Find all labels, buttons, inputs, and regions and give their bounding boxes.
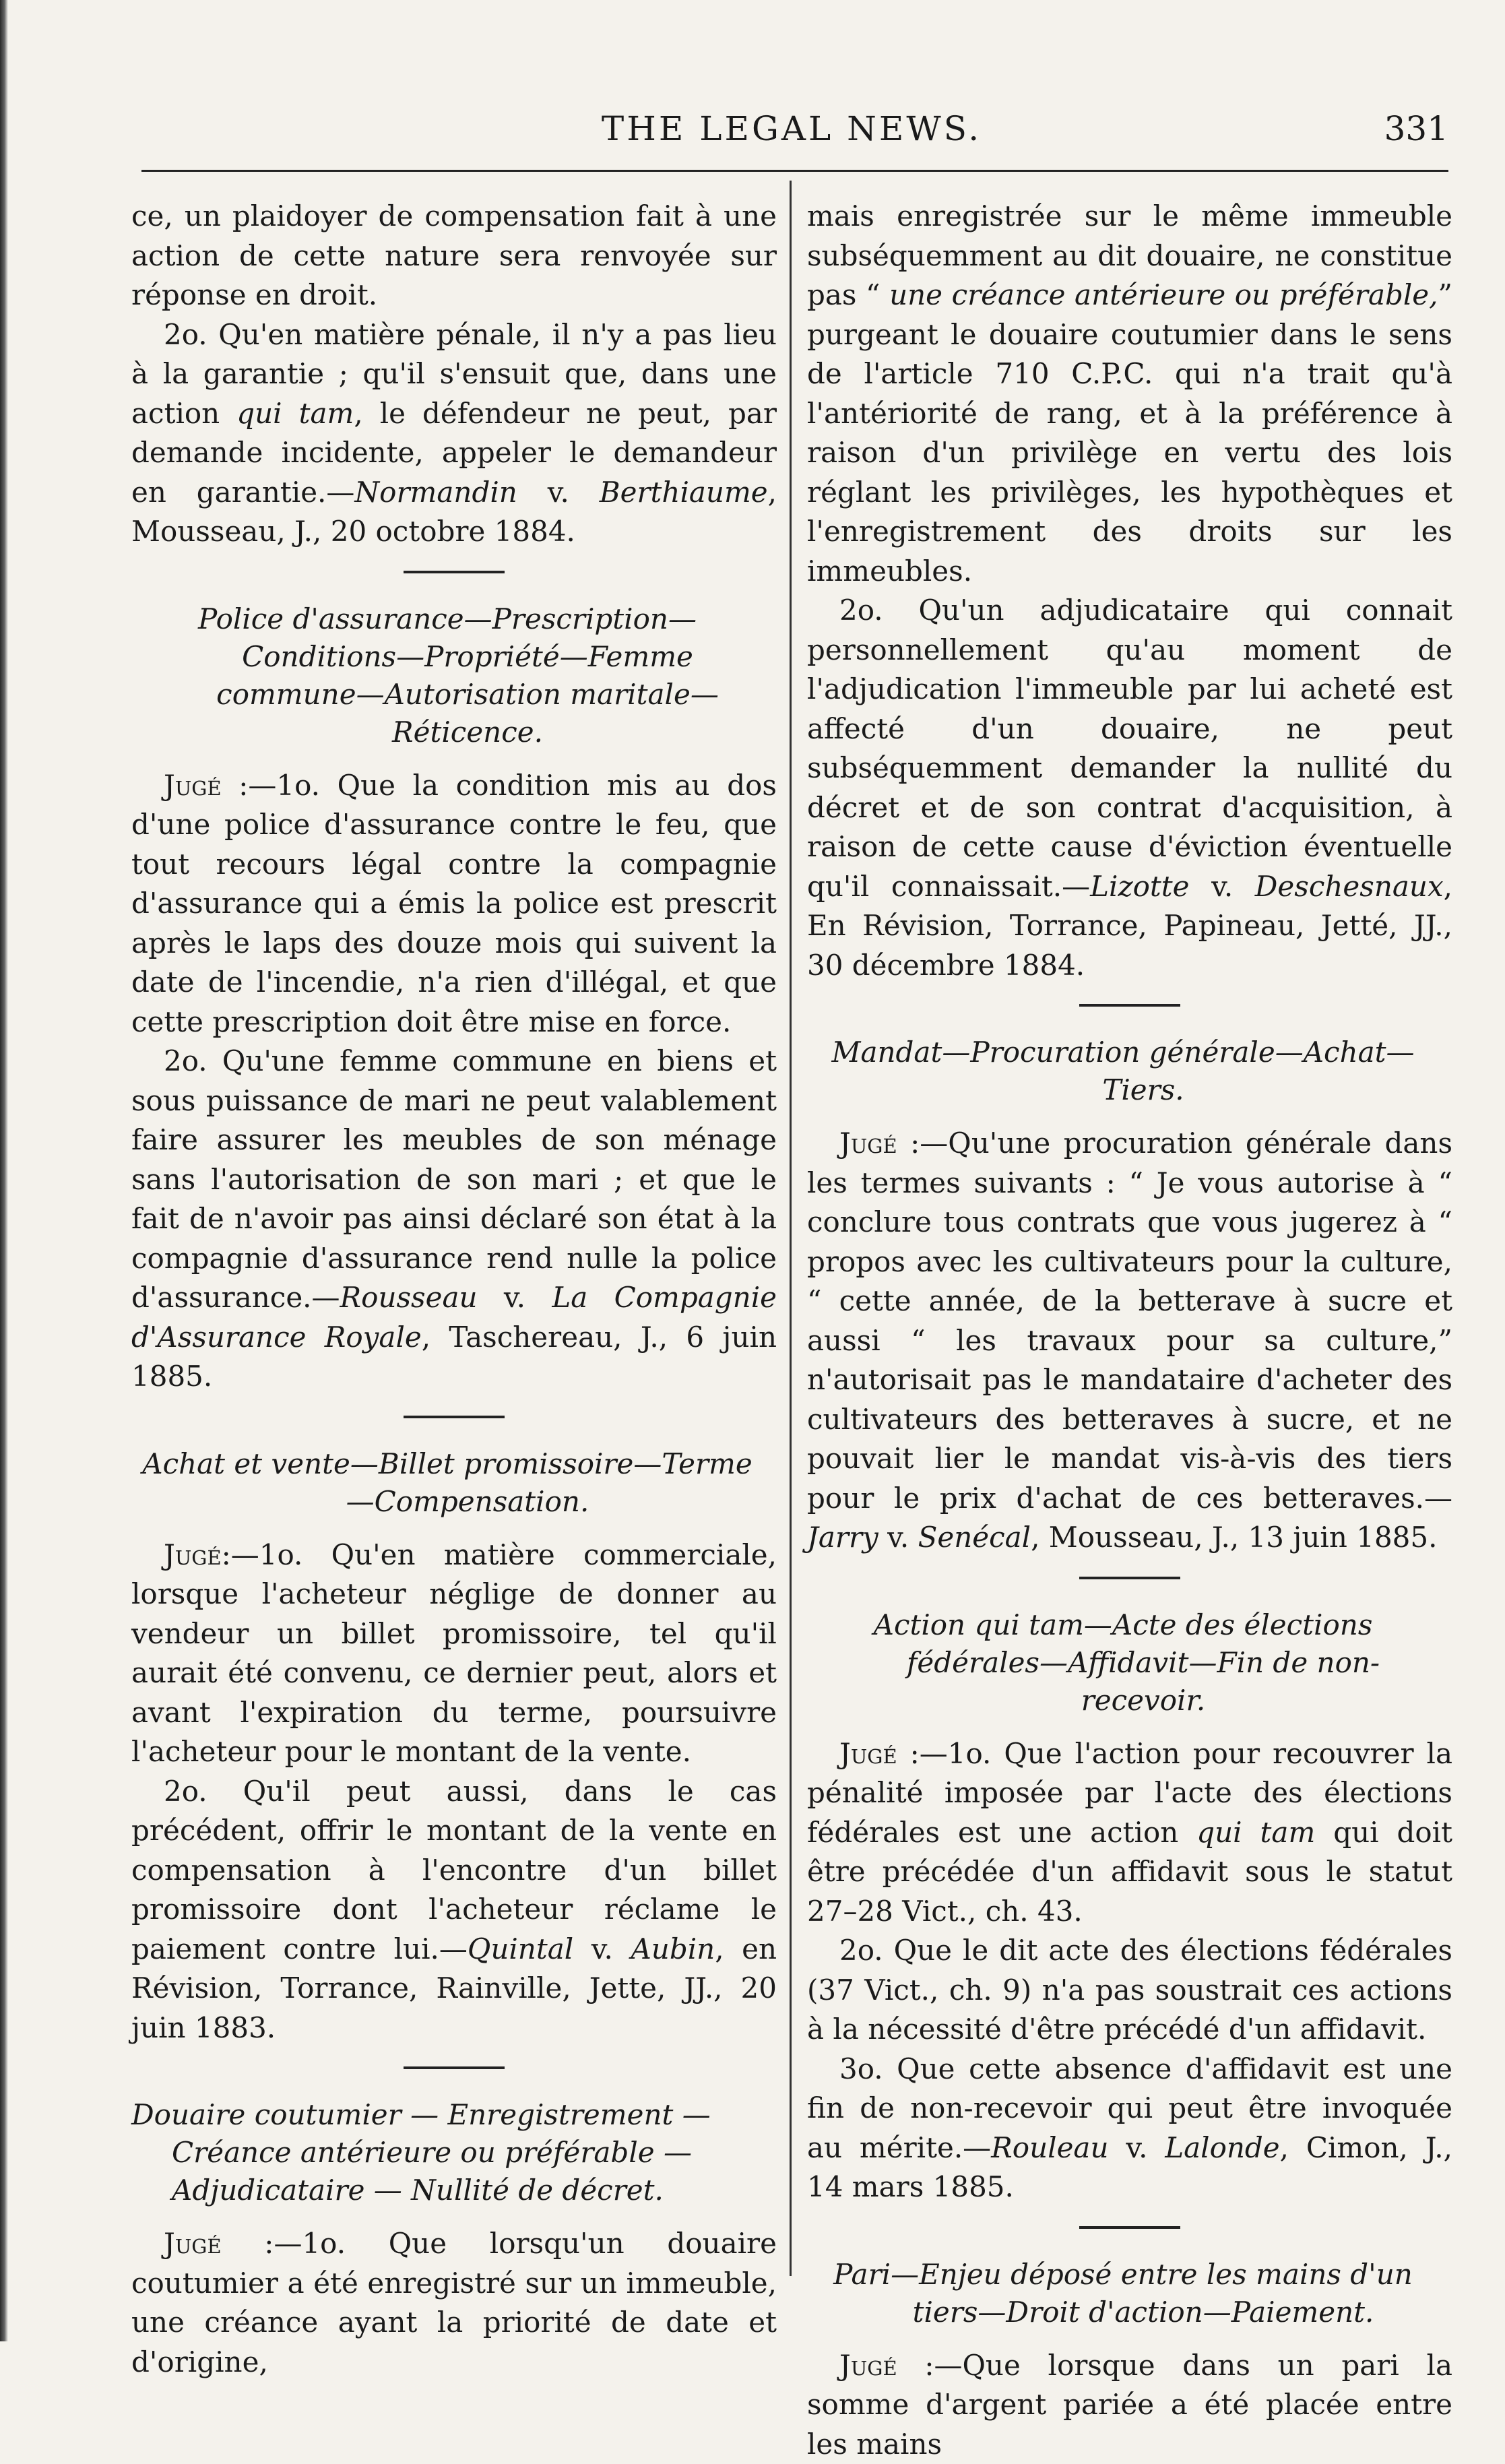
case-heading: Mandat—Procuration générale—Achat—Tiers.	[807, 1034, 1452, 1109]
section-separator	[404, 571, 505, 573]
section-separator	[1079, 2226, 1180, 2229]
section-separator	[404, 1416, 505, 1418]
running-header	[131, 109, 1452, 156]
paragraph: Jugé :—1o. Que lorsqu'un douaire coutumier a été enregistré sur un immeuble, une créance ayant la priorité de date et d'origine,	[131, 2224, 777, 2382]
paragraph: Jugé :—Qu'une procuration générale dans les termes suivants : “ Je vous autorise à “ conclure tous contrats que vous jugerez à “ propos avec les cultivateurs pour la culture, “ cette année, de la betterave à sucre et aussi “ les travaux pour sa culture,” n'autorisait pas le mandataire d'acheter des cultivateurs des betteraves à sucre, et ne pouvait lier le mandat vis-à-vis des tiers pour le prix d'achat de ces betteraves.—Jarry v. Senécal, Mousseau, J., 13 juin 1885.	[807, 1124, 1452, 1558]
case-heading: Achat et vente—Billet promissoire—Terme—Compensation.	[131, 1445, 777, 1521]
paragraph: 2o. Qu'il peut aussi, dans le cas précédent, offrir le montant de la vente en compensation à l'encontre d'un billet promissoire dont l'acheteur réclame le paiement contre lui.—Quintal v. Aubin, en Révision, Torrance, Rainville, Jette, JJ., 20 juin 1883.	[131, 1772, 777, 2048]
paragraph: 3o. Que cette absence d'affidavit est une fin de non-recevoir qui peut être invoquée au mérite.—Rouleau v. Lalonde, Cimon, J., 14 mars 1885.	[807, 2050, 1452, 2207]
paragraph: 2o. Qu'une femme commune en biens et sous puissance de mari ne peut valablement faire assurer les meubles de son ménage sans l'autorisation de son mari ; et que le fait de n'avoir pas ainsi déclaré son état à la compagnie d'assurance rend nulle la police d'assurance.—Rousseau v. La Compagnie d'Assurance Royale, Taschereau, J., 6 juin 1885.	[131, 1042, 777, 1397]
paragraph: Jugé :—1o. Que l'action pour recouvrer la pénalité imposée par l'acte des élections fédérales est une action qui tam qui doit être précédée d'un affidavit sous le statut 27–28 Vict., ch. 43.	[807, 1734, 1452, 1932]
paragraph: Jugé :—1o. Que la condition mis au dos d'une police d'assurance contre le feu, que tout recours légal contre la compagnie d'assurance qui a émis la police est prescrit après le laps des douze mois qui suivent la date de l'incendie, n'a rien d'illégal, et que cette prescription doit être mise en force.	[131, 766, 777, 1042]
page-binding-edge	[0, 0, 8, 2341]
paragraph: 2o. Qu'en matière pénale, il n'y a pas lieu à la garantie ; qu'il s'ensuit que, dans une action qui tam, le défendeur ne peut, par demande incidente, appeler le demandeur en garantie.—Normandin v. Berthiaume, Mousseau, J., 20 octobre 1884.	[131, 315, 777, 552]
case-heading: Action qui tam—Acte des élections fédérales—Affidavit—Fin de non-recevoir.	[807, 1606, 1452, 1719]
journal-title: THE LEGAL NEWS.	[131, 109, 1452, 148]
paragraph: Jugé:—1o. Qu'en matière commerciale, lorsque l'acheteur néglige de donner au vendeur un billet promissoire, tel qu'il aurait été convenu, ce dernier peut, alors et avant l'expiration du terme, poursuivre l'acheteur pour le montant de la vente.	[131, 1536, 777, 1772]
column-rule	[790, 181, 792, 2276]
section-separator	[404, 2066, 505, 2069]
page-number: 331	[1384, 109, 1448, 148]
right-column	[807, 197, 1452, 2464]
paragraph: mais enregistrée sur le même immeuble subséquemment au dit douaire, ne constitue pas “ une créance antérieure ou préférable,” purgeant le douaire coutumier dans le sens de l'article 710 C.P.C. qui n'a trait qu'à l'antériorité de rang, et à la préférence à raison d'un privilège en vertu des lois réglant les privilèges, les hypothèques et l'enregistrement des droits sur les immeubles.	[807, 197, 1452, 591]
paragraph: ce, un plaidoyer de compensation fait à une action de cette nature sera renvoyée sur réponse en droit.	[131, 197, 777, 315]
paragraph: 2o. Que le dit acte des élections fédérales (37 Vict., ch. 9) n'a pas soustrait ces actions à la nécessité d'être précédé d'un affidavit.	[807, 1931, 1452, 2050]
paragraph: Jugé :—Que lorsque dans un pari la somme d'argent pariée a été placée entre les mains	[807, 2346, 1452, 2464]
case-heading: Police d'assurance—Prescription—Conditions—Propriété—Femme commune—Autorisation maritale—Réticence.	[131, 600, 777, 751]
case-heading: Pari—Enjeu déposé entre les mains d'un tiers—Droit d'action—Paiement.	[807, 2256, 1452, 2331]
header-rule	[141, 170, 1448, 172]
section-separator	[1079, 1004, 1180, 1007]
case-heading: Douaire coutumier — Enregistrement — Créance antérieure ou préférable — Adjudicataire — Nullité de décret.	[131, 2096, 777, 2209]
paragraph: 2o. Qu'un adjudicataire qui connait personnellement qu'au moment de l'adjudication l'immeuble par lui acheté est affecté d'un douaire, ne peut subséquemment demander la nullité du décret et de son contrat d'acquisition, à raison de cette cause d'éviction éventuelle qu'il connaissait.—Lizotte v. Deschesnaux, En Révision, Torrance, Papineau, Jetté, JJ., 30 décembre 1884.	[807, 591, 1452, 985]
left-column	[131, 197, 777, 2382]
section-separator	[1079, 1577, 1180, 1579]
